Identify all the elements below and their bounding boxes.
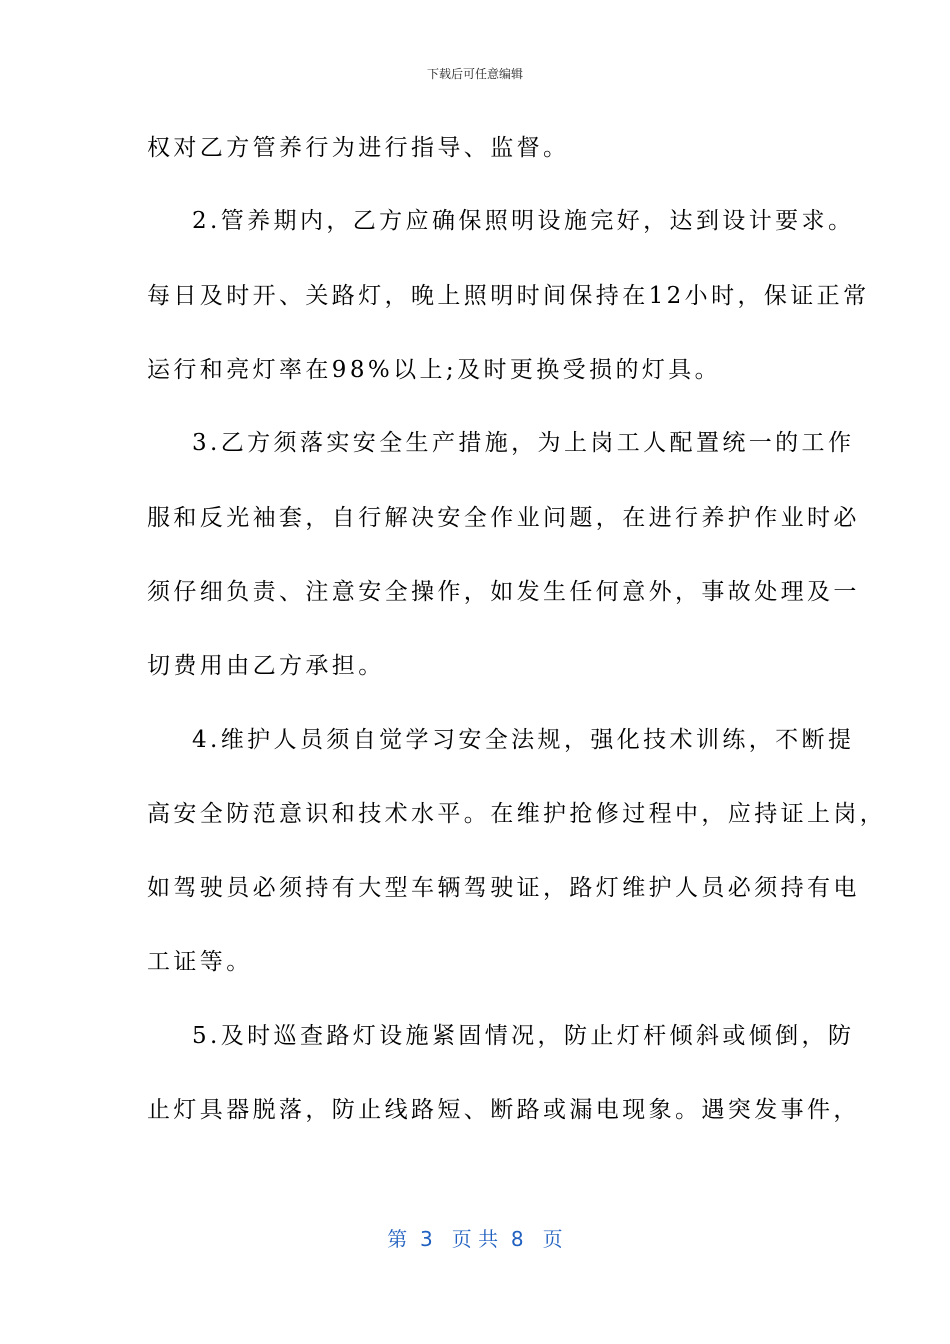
page-header-note: 下载后可任意编辑 (426, 67, 523, 81)
text-line-3: 每日及时开、关路灯，晚上照明时间保持在12小时，保证正常 (147, 283, 870, 309)
text-line-10: 高安全防范意识和技术水平。在维护抢修过程中，应持证上岗， (147, 801, 887, 827)
text-line-13: 5.及时巡查路灯设施紧固情况，防止灯杆倾斜或倾倒，防 (192, 1023, 855, 1049)
page-number-footer: 第 3 页 共 8 页 (387, 1227, 563, 1251)
text-line-9: 4.维护人员须自觉学习安全法规，强化技术训练，不断提 (192, 727, 855, 753)
text-line-1: 权对乙方管养行为进行指导、监督。 (147, 135, 570, 161)
text-line-5: 3.乙方须落实安全生产措施，为上岗工人配置统一的工作 (192, 430, 855, 456)
text-line-12: 工证等。 (147, 949, 253, 975)
text-line-4: 运行和亮灯率在98%以上;及时更换受损的灯具。 (147, 357, 722, 383)
text-line-2: 2.管养期内，乙方应确保照明设施完好，达到设计要求。 (192, 208, 855, 234)
text-line-7: 须仔细负责、注意安全操作，如发生任何意外，事故处理及一 (147, 579, 860, 605)
text-line-6: 服和反光袖套，自行解决安全作业问题，在进行养护作业时必 (147, 505, 860, 531)
text-line-11: 如驾驶员必须持有大型车辆驾驶证，路灯维护人员必须持有电 (147, 875, 860, 901)
text-line-14: 止灯具器脱落，防止线路短、断路或漏电现象。遇突发事件， (147, 1097, 860, 1123)
text-line-8: 切费用由乙方承担。 (147, 653, 385, 679)
